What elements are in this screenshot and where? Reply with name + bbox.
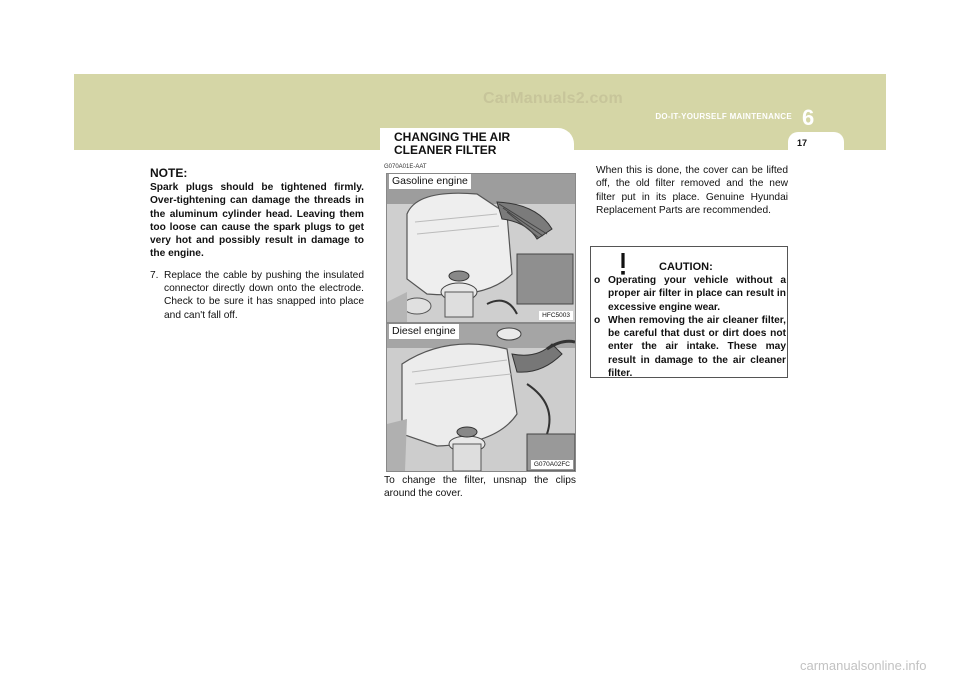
engine-illustration bbox=[387, 174, 575, 322]
brand-watermark[interactable]: CarManuals2.com bbox=[483, 90, 623, 107]
note-heading: NOTE: bbox=[150, 166, 188, 180]
caution-item-text: When removing the air cleaner filter, be careful that dust or dirt does not enter the air intake. These may result in damage to the air cleaner filter. bbox=[608, 314, 786, 380]
photo-code: HFC5003 bbox=[539, 311, 573, 320]
caution-item-text: Operating your vehicle without a proper air filter in place can result in excessive engine wear. bbox=[608, 275, 786, 313]
caution-heading: CAUTION: bbox=[659, 261, 713, 273]
bullet: o bbox=[594, 314, 601, 326]
diesel-engine-photo bbox=[386, 323, 576, 472]
section-title: CHANGING THE AIR CLEANER FILTER bbox=[394, 130, 511, 157]
engine-illustration bbox=[387, 324, 575, 471]
photo-code: G070A02FC bbox=[531, 460, 573, 469]
step-number: 7. bbox=[150, 269, 159, 281]
caution-box bbox=[590, 246, 788, 378]
photo-label: Gasoline engine bbox=[389, 174, 471, 189]
step-item bbox=[150, 269, 364, 322]
caution-item bbox=[594, 274, 786, 314]
gasoline-engine-photo bbox=[386, 173, 576, 323]
footer-watermark[interactable]: carmanualsonline.info bbox=[800, 658, 927, 673]
note-body: Spark plugs should be tightened firmly. Over-tightening can damage the threads in the aluminum cylinder head. Leaving them too loose can cause the spark plugs to get very hot and possibly result in damage to the engine. bbox=[150, 182, 364, 260]
note-column bbox=[150, 166, 364, 322]
section-ref-code: G070A01E-AAT bbox=[384, 164, 427, 170]
bullet: o bbox=[594, 275, 601, 286]
photo-label: Diesel engine bbox=[389, 324, 459, 339]
caution-item bbox=[594, 314, 786, 380]
step-text: Replace the cable by pushing the insulated connector directly down onto the electrode. Check to be sure it has snapped into place and can't fall off. bbox=[164, 269, 364, 321]
page-number: 17 bbox=[797, 138, 808, 148]
chapter-title: DO-IT-YOURSELF MAINTENANCE bbox=[655, 112, 792, 121]
caution-list bbox=[594, 274, 786, 380]
figure-caption: To change the filter, unsnap the clips around the cover. bbox=[384, 475, 576, 500]
instruction-text: When this is done, the cover can be lifted off, the old filter removed and the new filter put in its place. Genuine Hyundai Replacement Parts are recommended. bbox=[596, 165, 788, 216]
chapter-number: 6 bbox=[802, 105, 815, 130]
